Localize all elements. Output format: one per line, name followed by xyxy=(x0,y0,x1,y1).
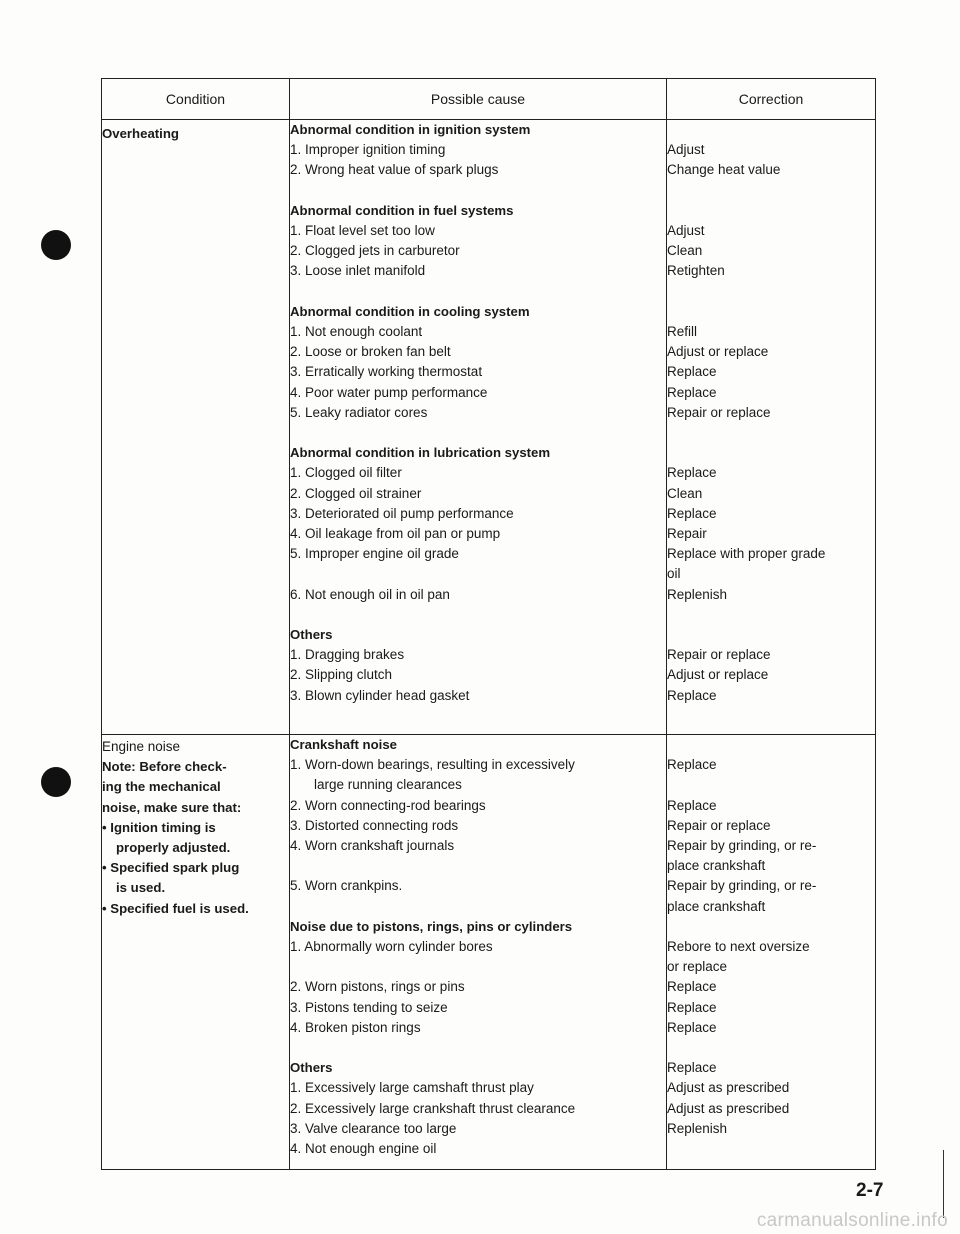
correction-item: Replace xyxy=(667,687,717,703)
binder-hole-bottom xyxy=(41,767,71,797)
correction-item: Adjust xyxy=(667,222,705,238)
cause-item: 2. Slipping clutch xyxy=(290,667,393,683)
cause-item: 4. Not enough engine oil xyxy=(290,1141,437,1156)
correction-item: Repair by grinding, or re- xyxy=(667,878,817,894)
cause-heading: Noise due to pistons, rings, pins or cylinders xyxy=(290,918,573,934)
correction-item: Adjust as prescribed xyxy=(667,1080,790,1096)
cause-item: 2. Excessively large crankshaft thrust clearance xyxy=(290,1100,576,1116)
correction-item: Refill xyxy=(667,323,698,339)
cause-item: 2. Worn pistons, rings or pins xyxy=(290,979,465,995)
cause-item-cont: large running clearances xyxy=(314,777,462,793)
page-edge-line xyxy=(943,1150,944,1218)
cause-item: 1. Dragging brakes xyxy=(290,647,405,663)
cause-item: 5. Leaky radiator cores xyxy=(290,404,428,420)
cause-item: 6. Not enough oil in oil pan xyxy=(290,586,450,602)
correction-item: Replace xyxy=(667,1019,717,1035)
page-number: 2-7 xyxy=(856,1180,884,1201)
correction-item: Adjust or replace xyxy=(667,667,769,683)
header-condition: Condition xyxy=(102,79,290,120)
condition-overheating: Overheating xyxy=(102,126,179,141)
cause-item: 1. Excessively large camshaft thrust play xyxy=(290,1080,534,1096)
engine-noise-row xyxy=(102,735,876,1170)
correction-item: Change heat value xyxy=(667,162,781,178)
correction-cell-engine-noise xyxy=(667,735,876,1170)
note-line: Note: Before check- xyxy=(102,759,227,775)
correction-item: Clean xyxy=(667,485,703,501)
watermark: carmanualsonline.info xyxy=(756,1210,948,1231)
correction-item: Rebore to next oversize xyxy=(667,938,810,954)
cause-heading: Others xyxy=(290,1060,333,1076)
note-bullet: • Specified fuel is used. xyxy=(102,900,249,916)
correction-item: Adjust as prescribed xyxy=(667,1100,790,1116)
cause-item: 2. Clogged oil strainer xyxy=(290,485,422,501)
note-line: ing the mechanical xyxy=(102,779,221,795)
cause-heading: Crankshaft noise xyxy=(290,737,397,752)
correction-item: Repair or replace xyxy=(667,647,771,663)
cause-item: 3. Loose inlet manifold xyxy=(290,263,426,279)
cause-heading: Abnormal condition in lubrication system xyxy=(290,445,551,461)
cause-item: 2. Clogged jets in carburetor xyxy=(290,243,460,259)
cause-heading: Abnormal condition in cooling system xyxy=(290,303,530,319)
cause-item: 1. Clogged oil filter xyxy=(290,465,402,481)
cause-item: 3. Distorted connecting rods xyxy=(290,817,459,833)
correction-item: Repair xyxy=(667,525,707,541)
correction-item: Retighten xyxy=(667,263,725,279)
cause-item: 3. Deteriorated oil pump performance xyxy=(290,505,514,521)
cause-item: 1. Not enough coolant xyxy=(290,324,423,339)
correction-item: Replace xyxy=(667,1060,717,1076)
correction-item: Repair or replace xyxy=(667,817,771,833)
correction-item: Replace xyxy=(667,757,717,773)
correction-item: Adjust or replace xyxy=(667,344,769,360)
cause-item: 3. Erratically working thermostat xyxy=(290,364,483,380)
correction-cell-overheating xyxy=(667,120,876,735)
cause-heading: Abnormal condition in fuel systems xyxy=(290,202,514,218)
correction-item: Replace xyxy=(667,465,717,481)
note-bullet: • Specified spark plug xyxy=(102,860,240,876)
condition-cell-engine-noise xyxy=(102,735,290,1170)
cause-item: 4. Worn crankshaft journals xyxy=(290,838,455,854)
cause-item: 3. Pistons tending to seize xyxy=(290,999,448,1015)
cause-item: 4. Poor water pump performance xyxy=(290,384,488,400)
header-possible-cause: Possible cause xyxy=(290,79,667,120)
note-bullet-cont: is used. xyxy=(116,880,166,896)
cause-item: 2. Wrong heat value of spark plugs xyxy=(290,162,499,178)
correction-item: place crankshaft xyxy=(667,898,766,914)
cause-item: 2. Worn connecting-rod bearings xyxy=(290,797,486,813)
correction-item: Replace xyxy=(667,999,717,1015)
header-correction: Correction xyxy=(667,79,876,120)
correction-item: Clean xyxy=(667,243,703,259)
cause-item: 3. Blown cylinder head gasket xyxy=(290,687,470,703)
note-line: noise, make sure that: xyxy=(102,799,242,815)
correction-item: Replace with proper grade xyxy=(667,546,826,562)
correction-item: oil xyxy=(667,566,681,582)
troubleshooting-table xyxy=(101,78,876,1170)
cause-item: 4. Broken piston rings xyxy=(290,1019,421,1035)
cause-cell-overheating xyxy=(290,120,667,735)
cause-item: 1. Improper ignition timing xyxy=(290,142,446,158)
cause-item: 1. Worn-down bearings, resulting in excessively xyxy=(290,757,575,773)
cause-heading: Others xyxy=(290,627,333,642)
cause-item: 2. Loose or broken fan belt xyxy=(290,344,451,360)
condition-cell-overheating xyxy=(102,120,290,735)
cause-item: 1. Float level set too low xyxy=(290,223,435,238)
cause-item: 4. Oil leakage from oil pan or pump xyxy=(290,526,501,542)
cause-item: 5. Improper engine oil grade xyxy=(290,546,459,562)
correction-item: Replace xyxy=(667,384,717,400)
correction-item: Replace xyxy=(667,979,717,995)
correction-item: Replenish xyxy=(667,1120,728,1136)
correction-item: or replace xyxy=(667,959,728,975)
correction-item: Replace xyxy=(667,505,717,521)
correction-item: place crankshaft xyxy=(667,858,766,874)
correction-item: Replace xyxy=(667,364,717,380)
cause-heading: Abnormal condition in ignition system xyxy=(290,122,531,137)
cause-cell-engine-noise xyxy=(290,735,667,1170)
note-bullet: • Ignition timing is xyxy=(102,819,216,835)
overheating-row xyxy=(102,120,876,735)
condition-engine-noise: Engine noise xyxy=(102,739,181,754)
note-bullet-cont: properly adjusted. xyxy=(116,840,231,856)
correction-item: Replenish xyxy=(667,586,728,602)
header-row xyxy=(102,79,876,120)
cause-item: 1. Abnormally worn cylinder bores xyxy=(290,939,493,954)
cause-item: 5. Worn crankpins. xyxy=(290,878,403,894)
binder-hole-top xyxy=(41,230,71,260)
correction-item: Replace xyxy=(667,797,717,813)
cause-item: 3. Valve clearance too large xyxy=(290,1120,457,1136)
correction-item: Repair or replace xyxy=(667,404,771,420)
correction-item: Adjust xyxy=(667,142,705,158)
correction-item: Repair by grinding, or re- xyxy=(667,837,817,853)
